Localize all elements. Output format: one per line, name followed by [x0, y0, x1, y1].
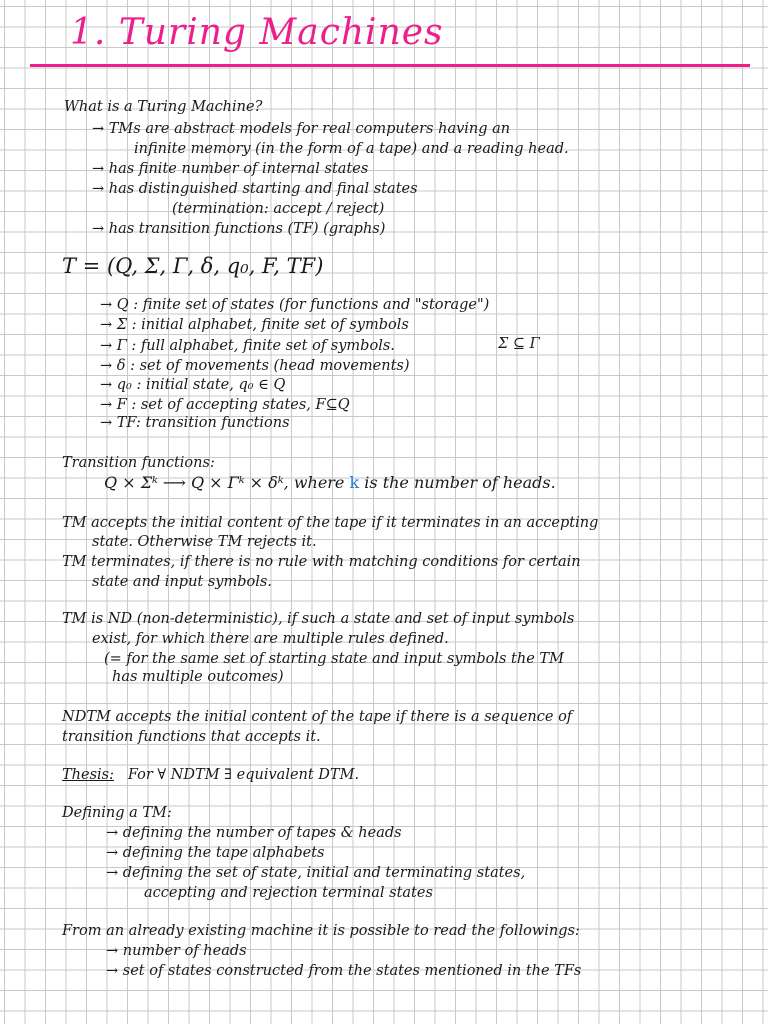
text-line: → TMs are abstract models for real computers having an	[92, 121, 511, 137]
tuple-item: → F : set of accepting states, F⊆Q	[100, 397, 350, 413]
thesis-text: For ∀ NDTM ∃ equivalent DTM.	[127, 767, 360, 783]
tuple-item: → Q : finite set of states (for functions and "storage")	[100, 297, 490, 313]
text-line: → has distinguished starting and final states	[92, 181, 418, 197]
section-heading-what-is-tm: What is a Turing Machine?	[64, 99, 263, 115]
where-prefix: , where	[283, 473, 350, 492]
text-line: → has transition functions (TF) (graphs)	[92, 221, 386, 237]
text-line: TM is ND (non-deterministic), if such a state and set of input symbols	[62, 611, 575, 627]
list-item: → number of heads	[106, 943, 247, 959]
transition-heading: Transition functions:	[62, 455, 215, 471]
text-line: infinite memory (in the form of a tape) and a reading head.	[134, 141, 569, 157]
tuple-item: → δ : set of movements (head movements)	[100, 358, 410, 374]
tuple-item: → Σ : initial alphabet, finite set of symbols	[100, 317, 409, 333]
transition-formula-line	[104, 474, 556, 492]
where-suffix: is the number of heads.	[359, 473, 556, 492]
text-line: (= for the same set of starting state and input symbols the TM	[104, 651, 564, 667]
tm-tuple-definition: T = (Q, Σ, Γ, δ, q₀, F, TF)	[62, 254, 324, 278]
defining-heading: Defining a TM:	[62, 805, 172, 821]
text-line: has multiple outcomes)	[112, 669, 284, 685]
text-line: transition functions that accepts it.	[62, 729, 321, 745]
list-item: → defining the tape alphabets	[106, 845, 325, 861]
page-title: 1. Turing Machines	[70, 12, 444, 53]
text-line: state. Otherwise TM rejects it.	[92, 534, 317, 550]
list-item: → defining the set of state, initial and terminating states,	[106, 865, 526, 881]
tuple-item: → TF: transition functions	[100, 415, 290, 431]
tuple-item: → Γ : full alphabet, finite set of symbols.	[100, 338, 395, 354]
heads-variable-k: k	[349, 473, 360, 492]
text-line: TM accepts the initial content of the tape if it terminates in an accepting	[62, 515, 599, 531]
list-item: → set of states constructed from the states mentioned in the TFs	[106, 963, 582, 979]
subset-note: Σ ⊆ Γ	[498, 336, 540, 352]
text-line: NDTM accepts the initial content of the tape if there is a sequence of	[62, 709, 573, 725]
text-line: (termination: accept / reject)	[172, 201, 385, 217]
text-line: TM terminates, if there is no rule with matching conditions for certain	[62, 554, 581, 570]
list-item: accepting and rejection terminal states	[144, 885, 433, 901]
list-item: → defining the number of tapes & heads	[106, 825, 402, 841]
text-line: → has finite number of internal states	[92, 161, 369, 177]
thesis-label: Thesis:	[62, 767, 114, 783]
title-underline	[30, 64, 750, 67]
tuple-item: → q₀ : initial state, q₀ ∈ Q	[100, 377, 286, 393]
thesis-line	[62, 766, 359, 784]
text-line: From an already existing machine it is possible to read the followings:	[62, 923, 580, 939]
text-line: exist, for which there are multiple rules defined.	[92, 631, 449, 647]
text-line: state and input symbols.	[92, 574, 272, 590]
transition-formula: Q × Σᵏ ⟶ Q × Γᵏ × δᵏ	[104, 473, 284, 492]
